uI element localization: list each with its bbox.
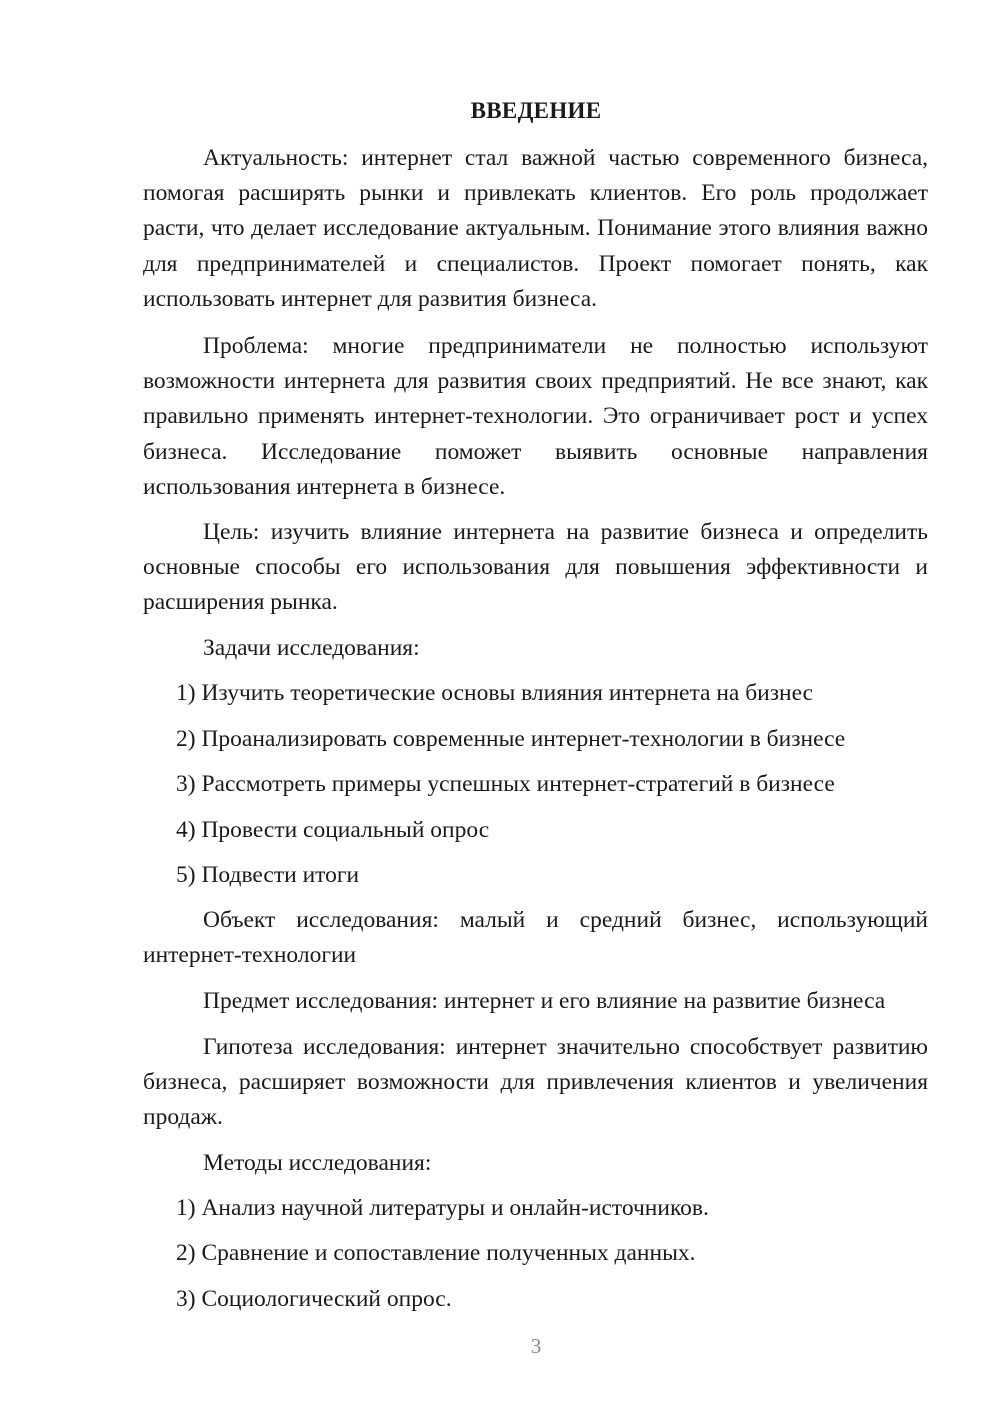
method-item: 2) Сравнение и сопоставление полученных данных. (176, 1240, 696, 1266)
methods-heading: Методы исследования: (203, 1150, 432, 1176)
goal-paragraph: Цель: изучить влияние интернета на развитие бизнеса и определить основные способы его использования для повышения эффективности и расширения рынка. (143, 519, 928, 616)
object-paragraph: Объект исследования: малый и средний бизнес, использующий интернет-технологии (143, 907, 928, 969)
task-item: 5) Подвести итоги (176, 862, 360, 888)
relevance-paragraph: Актуальность: интернет стал важной частью современного бизнеса, помогая расширять рынки и привлекать клиентов. Его роль продолжает расти, что делает исследование актуальным. Понимание этого влияния важно для предпринимателей и специалистов. Проект помогает понять, как использовать интернет для развития бизнеса. (143, 145, 928, 312)
section-title: ВВЕДЕНИЕ (470, 98, 602, 123)
method-item: 3) Социологический опрос. (176, 1286, 452, 1312)
problem-paragraph: Проблема: многие предприниматели не полностью используют возможности интернета для развития своих предприятий. Не все знают, как правильно применять интернет-технологии. Это ограничивает рост и успех бизнеса. Исследование поможет выявить основные направления использования интернета в бизнесе. (143, 333, 928, 500)
task-item: 3) Рассмотреть примеры успешных интернет-стратегий в бизнесе (176, 771, 835, 797)
subject-paragraph: Предмет исследования: интернет и его влияние на развитие бизнеса (203, 988, 886, 1014)
hypothesis-paragraph: Гипотеза исследования: интернет значительно способствует развитию бизнеса, расширяет возможности для привлечения клиентов и увеличения продаж. (143, 1034, 928, 1131)
page-number: 3 (530, 1334, 542, 1358)
method-item: 1) Анализ научной литературы и онлайн-источников. (176, 1195, 709, 1221)
task-item: 4) Провести социальный опрос (176, 817, 490, 843)
tasks-heading: Задачи исследования: (203, 635, 420, 661)
task-item: 2) Проанализировать современные интернет-технологии в бизнесе (176, 726, 846, 752)
task-item: 1) Изучить теоретические основы влияния интернета на бизнес (176, 680, 814, 706)
